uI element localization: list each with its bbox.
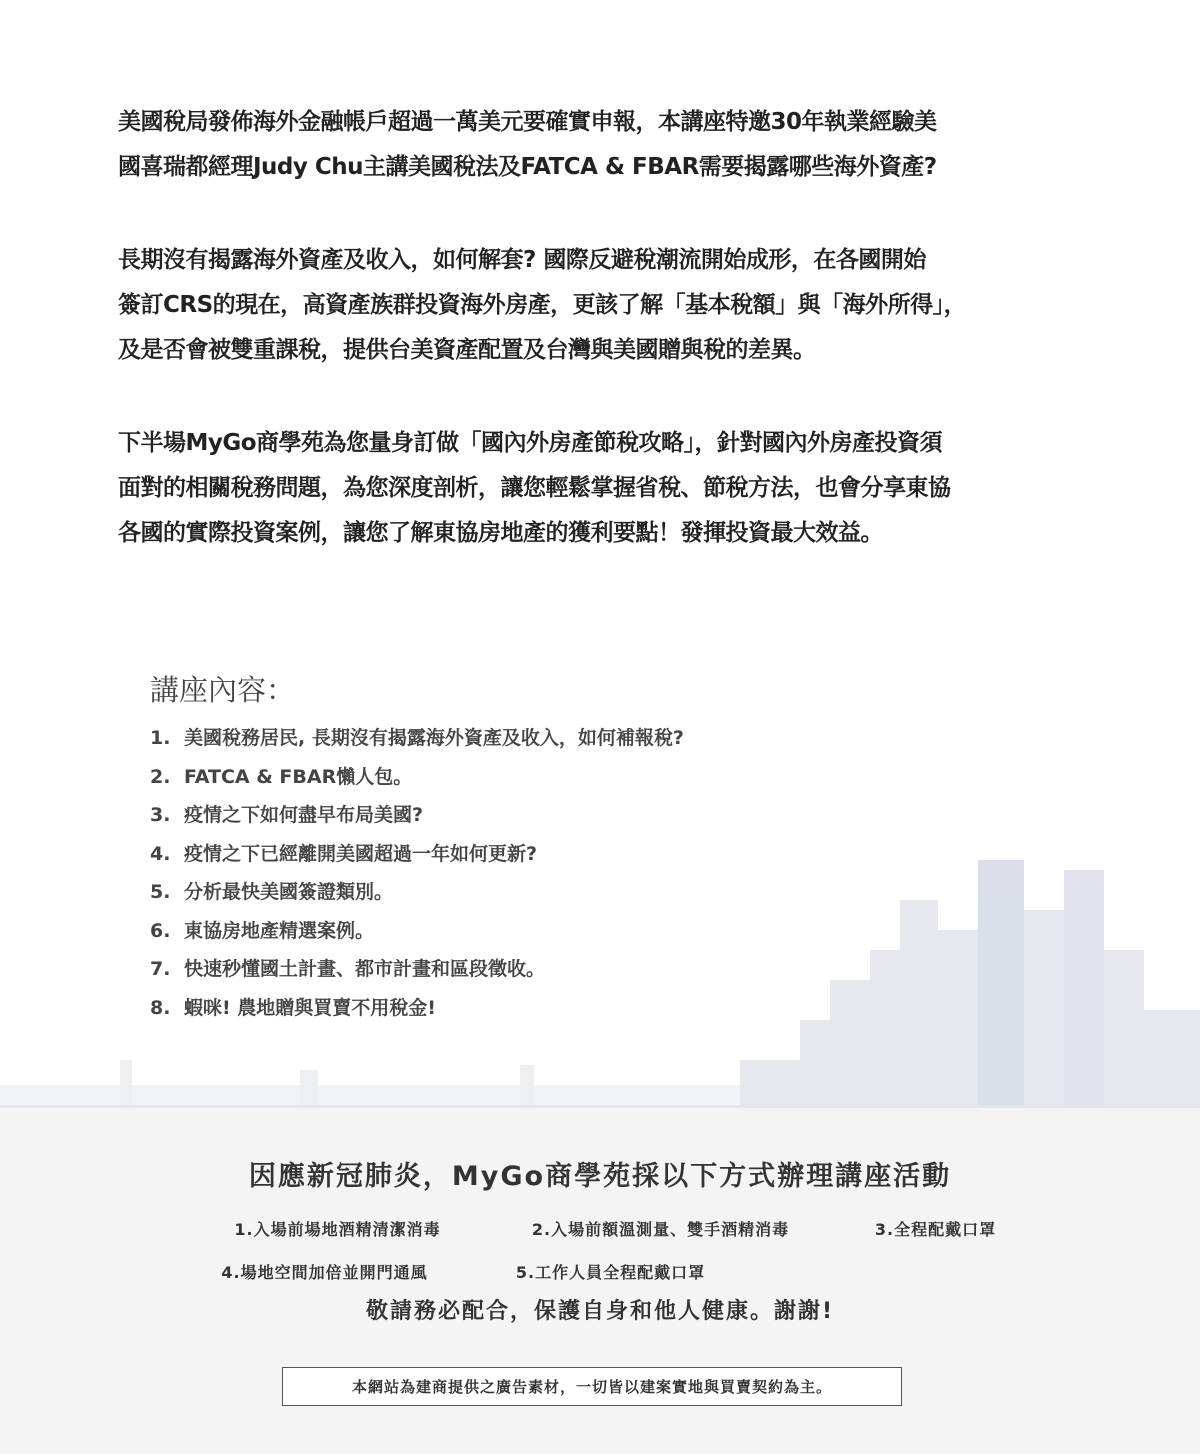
covid-thanks: 敬請務必配合，保護自身和他人健康。謝謝! [365,1299,835,1324]
measure-tag: 3.全程配戴口罩 [848,1213,1023,1243]
item-number: 2. [150,765,171,788]
text-line: 下半場MyGo商學苑為您量身訂做「國內外房產節稅攻略」，針對國內外房產投資須 [118,430,943,456]
covid-title: 因應新冠肺炎，MyGo商學苑採以下方式辦理講座活動 [248,1161,952,1192]
item-number: 4. [150,842,171,865]
measure-tag: 4.場地空間加倍並開門通風 [182,1256,467,1286]
text-line: 簽訂CRS的現在，高資產族群投資海外房產，更該了解「基本稅額」與「海外所得」， [118,292,967,318]
text-line: 國喜瑞都經理Judy Chu主講美國稅法及FATCA & FBAR需要揭露哪些海外資產? [118,154,937,180]
lecture-content [150,668,684,1027]
text-line: 及是否會被雙重課稅，提供台美資產配置及台灣與美國贈與稅的差異。 [118,337,816,363]
lecture-list [150,719,684,1027]
item-text: 疫情之下已經離開美國超過一年如何更新? [184,842,538,865]
list-item [150,989,684,1028]
disclaimer-box: 本網站為建商提供之廣告素材，一切皆以建案實地與買賣契約為主。 [282,1367,902,1406]
item-number: 3. [150,804,171,826]
text-line: 長期沒有揭露海外資產及收入，如何解套? 國際反避稅潮流開始成形，在各國開始 [118,247,926,273]
item-text: FATCA & FBAR懶人包。 [184,765,413,788]
item-number: 5. [150,881,171,903]
item-text: 快速秒懂國土計畫、都市計畫和區段徵收。 [184,958,546,980]
item-text: 分析最快美國簽證類別。 [184,881,394,903]
item-text: 美國稅務居民, 長期沒有揭露海外資產及收入，如何補報稅? [184,727,684,749]
text-line: 美國稅局發佈海外金融帳戶超過一萬美元要確實申報，本講座特邀30年執業經驗美 [118,109,937,135]
list-item [150,835,684,874]
measure-tag: 5.工作人員全程配戴口罩 [488,1256,733,1286]
measure-tag: 2.入場前額溫測量、雙手酒精消毒 [498,1213,823,1243]
covid-notice-section [0,1105,1200,1454]
list-item [150,719,684,758]
item-number: 6. [150,919,171,942]
list-item [150,758,684,797]
text-line: 各國的實際投資案例，讓您了解東協房地產的獲利要點！發揮投資最大效益。 [118,520,883,546]
text-line: 面對的相關稅務問題，為您深度剖析，讓您輕鬆掌握省稅、節稅方法，也會分享東協 [118,475,951,501]
list-item [150,873,684,912]
item-number: 1. [150,727,171,749]
list-item [150,950,684,989]
item-number: 7. [150,958,171,980]
lecture-heading: 講座內容： [150,673,296,707]
intro-text [118,100,1118,604]
item-number: 8. [150,996,171,1019]
intro-paragraph-3 [118,421,1118,556]
item-text: 東協房地產精選案例。 [184,919,375,942]
list-item [150,796,684,835]
list-item [150,912,684,951]
intro-paragraph-2 [118,238,1118,373]
measure-tag: 1.入場前場地酒精清潔消毒 [200,1213,475,1243]
item-text: 疫情之下如何盡早布局美國? [184,804,424,826]
item-text: 蝦咪! 農地贈與買賣不用稅金! [184,996,436,1019]
intro-paragraph-1 [118,100,1118,190]
